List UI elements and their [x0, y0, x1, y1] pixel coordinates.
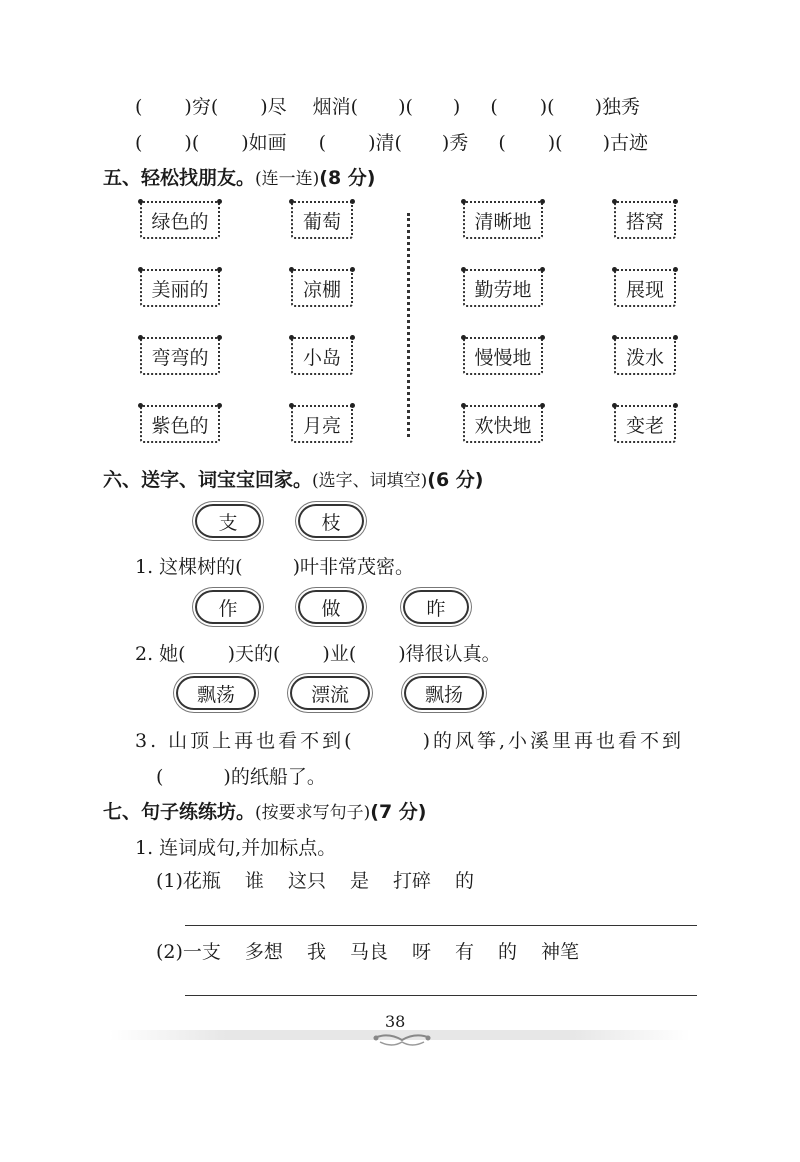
section-note: (选字、词填空): [312, 471, 428, 491]
text-segment: ): [452, 96, 461, 118]
text-segment: )业(: [322, 643, 357, 665]
word-token: (1)花瓶: [156, 870, 221, 892]
option-cloud: [195, 504, 261, 538]
text-segment: )尽: [260, 96, 287, 118]
word-box[interactable]: [463, 337, 543, 375]
text-segment: (: [490, 96, 498, 118]
word-box[interactable]: [291, 337, 353, 375]
text-segment: (: [498, 132, 506, 154]
option-cloud: [176, 676, 256, 710]
q3-sentence-line1: [135, 726, 684, 753]
sub-question-1: [156, 866, 474, 893]
text-segment: )(: [547, 132, 563, 154]
text-segment: )如画: [241, 132, 287, 154]
text-segment: )独秀: [594, 96, 641, 118]
text-segment: )天的(: [227, 643, 281, 665]
text-segment: )(: [398, 96, 413, 118]
text-segment: 1. 这棵树的(: [135, 556, 243, 578]
q7-1-title: 1. 连词成句,并加标点。: [135, 837, 337, 859]
section5-heading: [103, 163, 375, 190]
text-segment: )得很认真。: [398, 643, 501, 665]
section-title: 七、句子练练坊。: [103, 801, 256, 823]
q1-sentence: [135, 552, 414, 579]
option-label: 做: [321, 597, 341, 620]
option-cloud: [195, 590, 261, 624]
word-label: 绿色的: [151, 210, 209, 233]
option-label: 飘扬: [424, 683, 463, 706]
word-label: 泼水: [625, 346, 664, 369]
section-score: (7 分): [370, 801, 427, 823]
text-segment: 3. 山顶上再也看不到(: [135, 730, 355, 752]
word-label: 紫色的: [151, 414, 209, 437]
word-box[interactable]: [291, 269, 353, 307]
word-label: 凉棚: [302, 278, 341, 301]
word-label: 美丽的: [151, 278, 209, 301]
text-segment: (: [318, 132, 327, 154]
idiom-line-1: [135, 92, 640, 119]
text-segment: )叶非常茂密。: [292, 556, 415, 578]
word-label: 展现: [625, 278, 664, 301]
text-segment: )穷(: [184, 96, 219, 118]
option-cloud: [298, 504, 364, 538]
sub-question-2: [156, 937, 579, 964]
word-token: 这只: [287, 870, 326, 892]
word-label: 小岛: [302, 346, 341, 369]
word-token: 呀: [411, 941, 431, 963]
word-box[interactable]: [463, 269, 543, 307]
word-label: 勤劳地: [474, 278, 532, 301]
word-box[interactable]: [291, 405, 353, 443]
word-box[interactable]: [614, 337, 676, 375]
text-segment: 2. 她(: [135, 643, 186, 665]
option-label: 作: [218, 597, 238, 620]
option-label: 漂流: [310, 683, 349, 706]
option-cloud: [298, 590, 364, 624]
q2-sentence: [135, 639, 501, 666]
word-token: 是: [349, 870, 369, 892]
word-box[interactable]: [140, 201, 220, 239]
text-segment: )(: [539, 96, 555, 118]
section-title: 五、轻松找朋友。: [103, 167, 256, 189]
option-label: 支: [218, 511, 238, 534]
word-token: 多想: [244, 941, 283, 963]
word-box[interactable]: [614, 269, 676, 307]
text-segment: )清(: [368, 132, 402, 154]
word-box[interactable]: [140, 405, 220, 443]
option-label: 昨: [426, 597, 446, 620]
text-segment: 烟消(: [312, 96, 359, 118]
word-label: 变老: [625, 414, 664, 437]
option-cloud: [404, 676, 484, 710]
word-label: 清晰地: [474, 210, 532, 233]
word-label: 欢快地: [474, 414, 532, 437]
word-label: 葡萄: [302, 210, 341, 233]
text-segment: )秀: [441, 132, 469, 154]
section6-heading: [103, 465, 483, 492]
section-title: 六、送字、词宝宝回家。: [103, 469, 313, 491]
ornament-icon: [370, 1030, 434, 1050]
word-box[interactable]: [614, 201, 676, 239]
answer-line[interactable]: [185, 925, 697, 926]
word-label: 月亮: [302, 414, 341, 437]
word-box[interactable]: [463, 405, 543, 443]
text-segment: )古迹: [602, 132, 649, 154]
page-number: 38: [385, 1012, 406, 1031]
word-box[interactable]: [291, 201, 353, 239]
q3-sentence-line2: [156, 762, 326, 789]
word-token: 的: [454, 870, 474, 892]
section-score: (6 分): [427, 469, 484, 491]
text-segment: (: [135, 132, 143, 154]
word-token: 我: [306, 941, 326, 963]
word-box[interactable]: [140, 269, 220, 307]
text-segment: (: [156, 766, 164, 788]
word-token: 谁: [244, 870, 264, 892]
column-divider: [407, 213, 410, 437]
word-box[interactable]: [463, 201, 543, 239]
section-note: (按要求写句子): [255, 803, 371, 823]
answer-line[interactable]: [185, 995, 697, 996]
option-label: 枝: [321, 511, 341, 534]
word-label: 搭窝: [625, 210, 664, 233]
text-segment: (: [135, 96, 143, 118]
section-score: (8 分): [319, 167, 376, 189]
option-cloud: [290, 676, 370, 710]
section7-heading: [103, 797, 426, 824]
word-box[interactable]: [140, 337, 220, 375]
word-label: 慢慢地: [474, 346, 532, 369]
word-token: 神笔: [541, 941, 580, 963]
section-note: (连一连): [255, 169, 320, 189]
option-cloud: [403, 590, 469, 624]
word-token: 打碎: [392, 870, 431, 892]
word-token: 马良: [349, 941, 388, 963]
option-label: 飘荡: [196, 683, 235, 706]
word-token: 有: [454, 941, 474, 963]
word-token: (2)一支: [156, 941, 221, 963]
text-segment: )(: [184, 132, 200, 154]
idiom-line-2: [135, 128, 648, 155]
text-segment: )的纸船了。: [223, 766, 326, 788]
text-segment: )的风筝,小溪里再也看不到: [422, 730, 685, 752]
word-box[interactable]: [614, 405, 676, 443]
word-token: 的: [498, 941, 518, 963]
word-label: 弯弯的: [151, 346, 209, 369]
